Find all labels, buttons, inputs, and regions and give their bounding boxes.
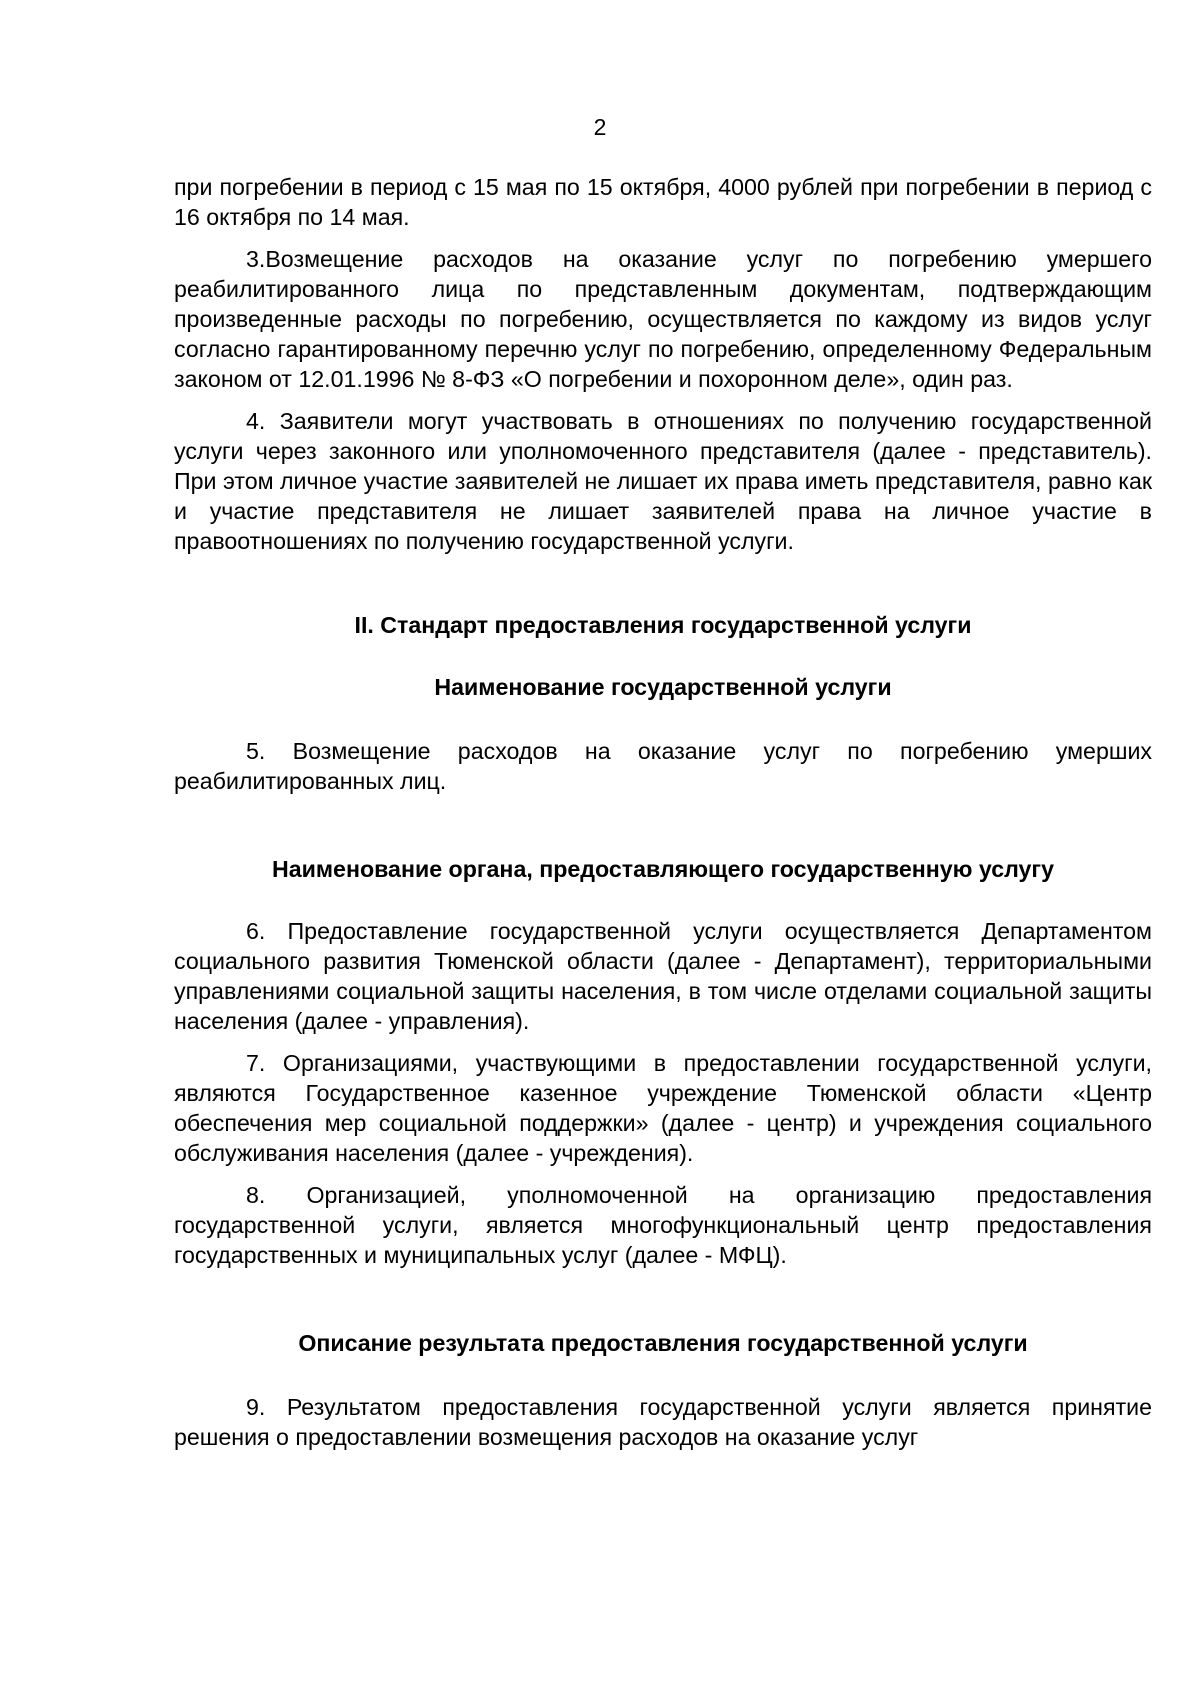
paragraph-8: 8. Организацией, уполномоченной на организацию предоставления государственной услуги, является многофункциональный центр предоставления государственных и муниципальных услуг (далее - МФЦ).: [174, 1182, 1152, 1268]
paragraph-continuation: при погребении в период с 15 мая по 15 октября, 4000 рублей при погребении в период с 16 октября по 14 мая.: [174, 174, 1152, 230]
paragraph-7: 7. Организациями, участвующими в предоставлении государственной услуги, являются Государственное казенное учреждение Тюменской области «Центр обеспечения мер социальной поддержки» (далее - центр) и учреждения социального обслуживания населения (далее - учреждения).: [174, 1050, 1152, 1166]
paragraph-3: 3.Возмещение расходов на оказание услуг по погребению умершего реабилитированного лица по представленным документам, подтверждающим произведенные расходы по погребению, осуществляется по каждому из видов услуг согласно гарантированному перечню услуг по погребению, определенному Федеральным законом от 12.01.1996 № 8-ФЗ «О погребении и похоронном деле», один раз.: [174, 246, 1152, 392]
paragraph-5: 5. Возмещение расходов на оказание услуг по погребению умерших реабилитированных лиц.: [174, 738, 1152, 794]
page-number: 2: [593, 114, 607, 140]
subheading-result-description: Описание результата предоставления государственной услуги: [298, 1330, 1028, 1356]
paragraph-9: 9. Результатом предоставления государственной услуги является принятие решения о предоставлении возмещения расходов на оказание услуг: [174, 1394, 1152, 1450]
paragraph-6: 6. Предоставление государственной услуги осуществляется Департаментом социального развития Тюменской области (далее - Департамент), территориальными управлениями социальной защиты населения, в том числе отделами социальной защиты населения (далее - управления).: [174, 918, 1152, 1034]
paragraph-4: 4. Заявители могут участвовать в отношениях по получению государственной услуги через законного или уполномоченного представителя (далее - представитель). При этом личное участие заявителей не лишает их права иметь представителя, равно как и участие представителя не лишает заявителей права на личное участие в правоотношениях по получению государственной услуги.: [174, 408, 1152, 554]
subheading-organ-name: Наименование органа, предоставляющего государственную услугу: [272, 856, 1054, 882]
section-heading-standard: II. Стандарт предоставления государственной услуги: [354, 612, 972, 638]
document-body: [174, 172, 1152, 1452]
subheading-service-name: Наименование государственной услуги: [434, 674, 892, 700]
